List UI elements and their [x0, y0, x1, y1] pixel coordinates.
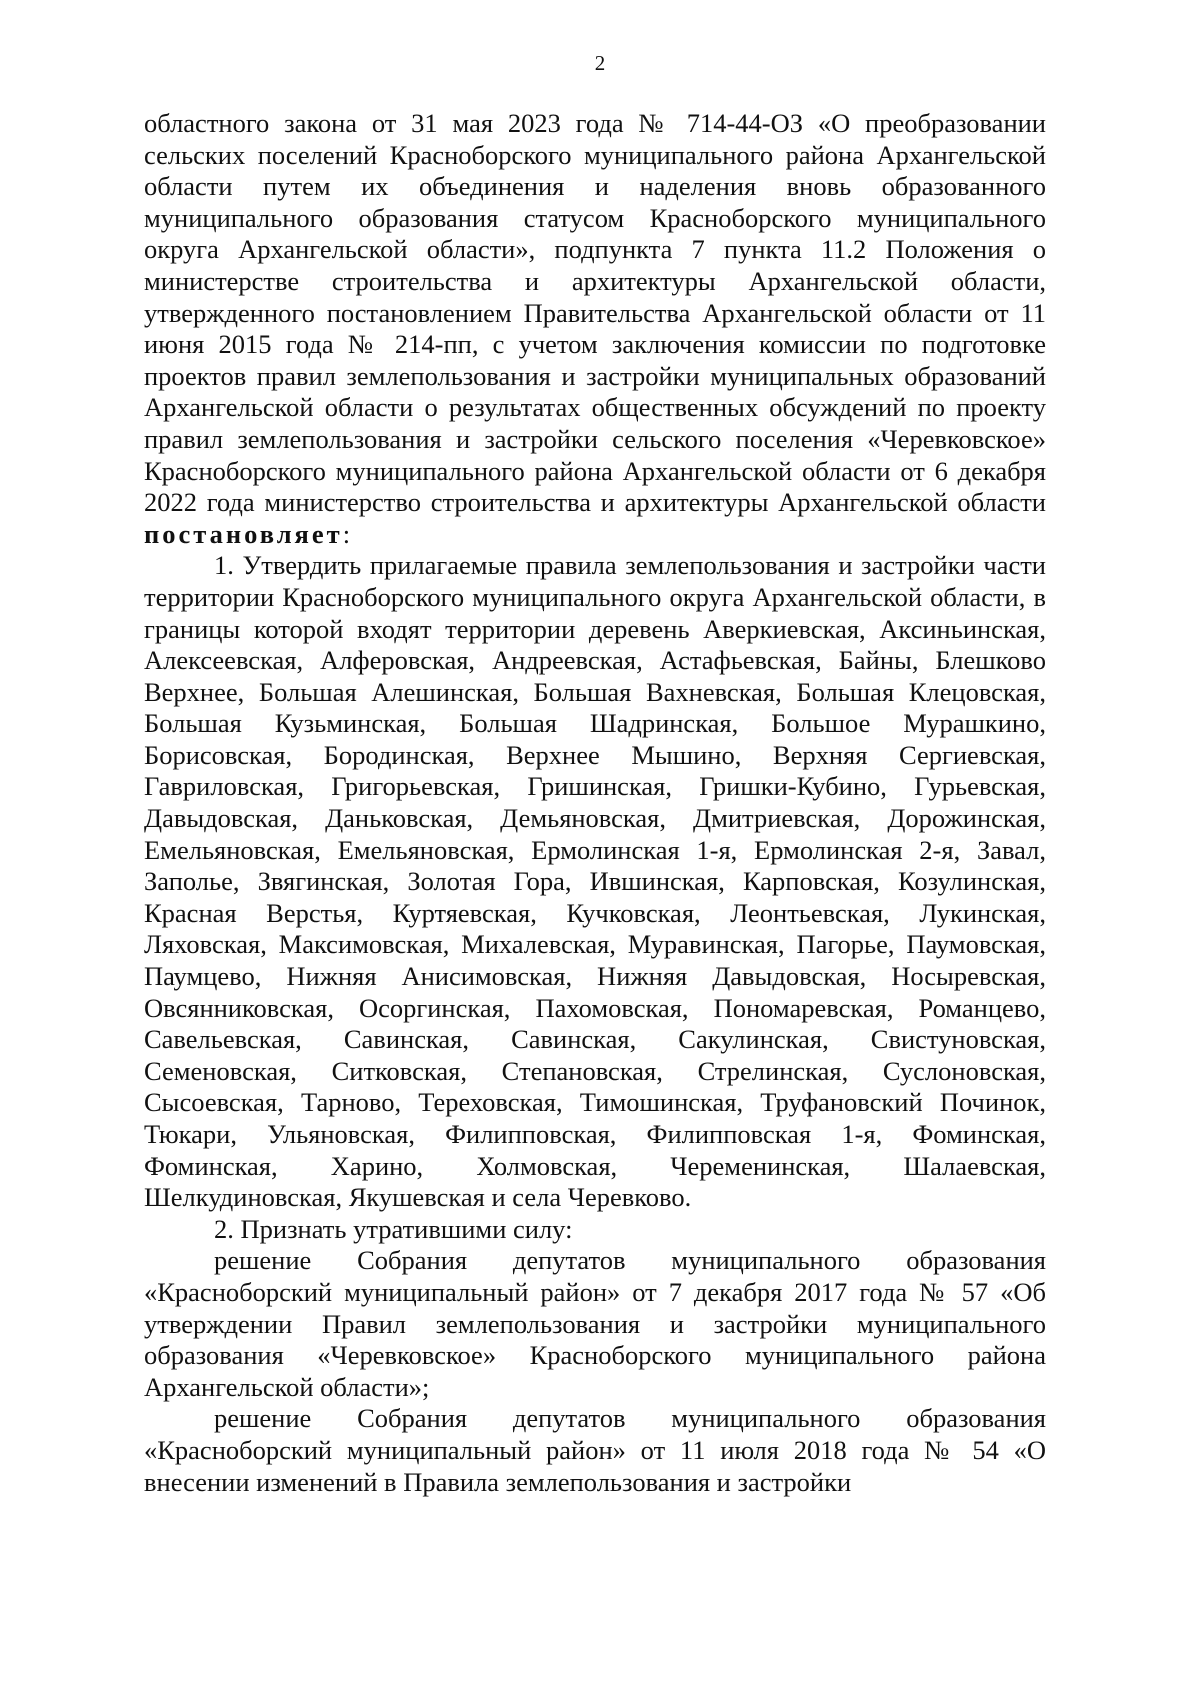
intro-paragraph — [144, 108, 1046, 550]
page-number: 2 — [594, 51, 606, 75]
decree-colon: : — [342, 518, 351, 549]
intro-text: областного закона от 31 мая 2023 года № 714-44-ОЗ «О преобразовании сельских поселений Красноборского муниципального района Архангельской области путем их объединения и наделения вновь образованного муниципального образования статусом Красноборского муниципального округа Архангельской области», подпункта 7 пункта 11.2 Положения о министерстве строительства и архитектуры Архангельской области, утвержденного постановлением Правительства Архангельской области от 11 июня 2015 года № 214-пп, с учетом заключения комиссии по подготовке проектов правил землепользования и застройки муниципальных образований Архангельской области о результатах общественных обсуждений по проекту правил землепользования и застройки сельского поселения «Черевковское» Красноборского муниципального района Архангельской области от 6 декабря 2022 года министерство строительства и архитектуры Архангельской области — [144, 108, 1046, 518]
item-2-decision-2: решение Собрания депутатов муниципального образования «Красноборский муниципальный район» от 11 июля 2018 года № 54 «О внесении изменений в Правила землепользования и застройки — [144, 1403, 1046, 1497]
item-2-heading: 2. Признать утратившими силу: — [214, 1213, 573, 1244]
item-1-paragraph: 1. Утвердить прилагаемые правила землепользования и застройки части территории Красноборского муниципального округа Архангельской области, в границы которой входят территории деревень Аверкиевская, Аксиньинская, Алексеевская, Алферовская, Андреевская, Астафьевская, Байны, Блешково Верхнее, Большая Алешинская, Большая Вахневская, Большая Клецовская, Большая Кузьминская, Большая Шадринская, Большое Мурашкино, Борисовская, Бородинская, Верхнее Мышино, Верхняя Сергиевская, Гавриловская, Григорьевская, Гришинская, Гришки-Кубино, Гурьевская, Давыдовская, Даньковская, Демьяновская, Дмитриевская, Дорожинская, Емельяновская, Емельяновская, Ермолинская 1-я, Ермолинская 2-я, Завал, Заполье, Звягинская, Золотая Гора, Ившинская, Карповская, Козулинская, Красная Верстья, Куртяевская, Кучковская, Леонтьевская, Лукинская, Ляховская, Максимовская, Михалевская, Муравинская, Пагорье, Паумовская, Паумцево, Нижняя Анисимовская, Нижняя Давыдовская, Носыревская, Овсянниковская, Осоргинская, Пахомовская, Пономаревская, Романцево, Савельевская, Савинская, Савинская, Сакулинская, Свистуновская, Семеновская, Ситковская, Степановская, Стрелинская, Суслоновская, Сысоевская, Тарново, Тереховская, Тимошинская, Труфановский Починок, Тюкари, Ульяновская, Филипповская, Филипповская 1-я, Фоминская, Фоминская, Харино, Холмовская, Череменинская, Шалаевская, Шелкудиновская, Якушевская и села Черевково. — [144, 550, 1046, 1213]
decree-word: постановляет — [144, 518, 343, 549]
item-2-decision-1: решение Собрания депутатов муниципального образования «Красноборский муниципальный район» от 7 декабря 2017 года № 57 «Об утверждении Правил землепользования и застройки муниципального образования «Черевковское» Красноборского муниципального района Архангельской области»; — [144, 1245, 1046, 1402]
document-body — [144, 108, 1046, 1498]
